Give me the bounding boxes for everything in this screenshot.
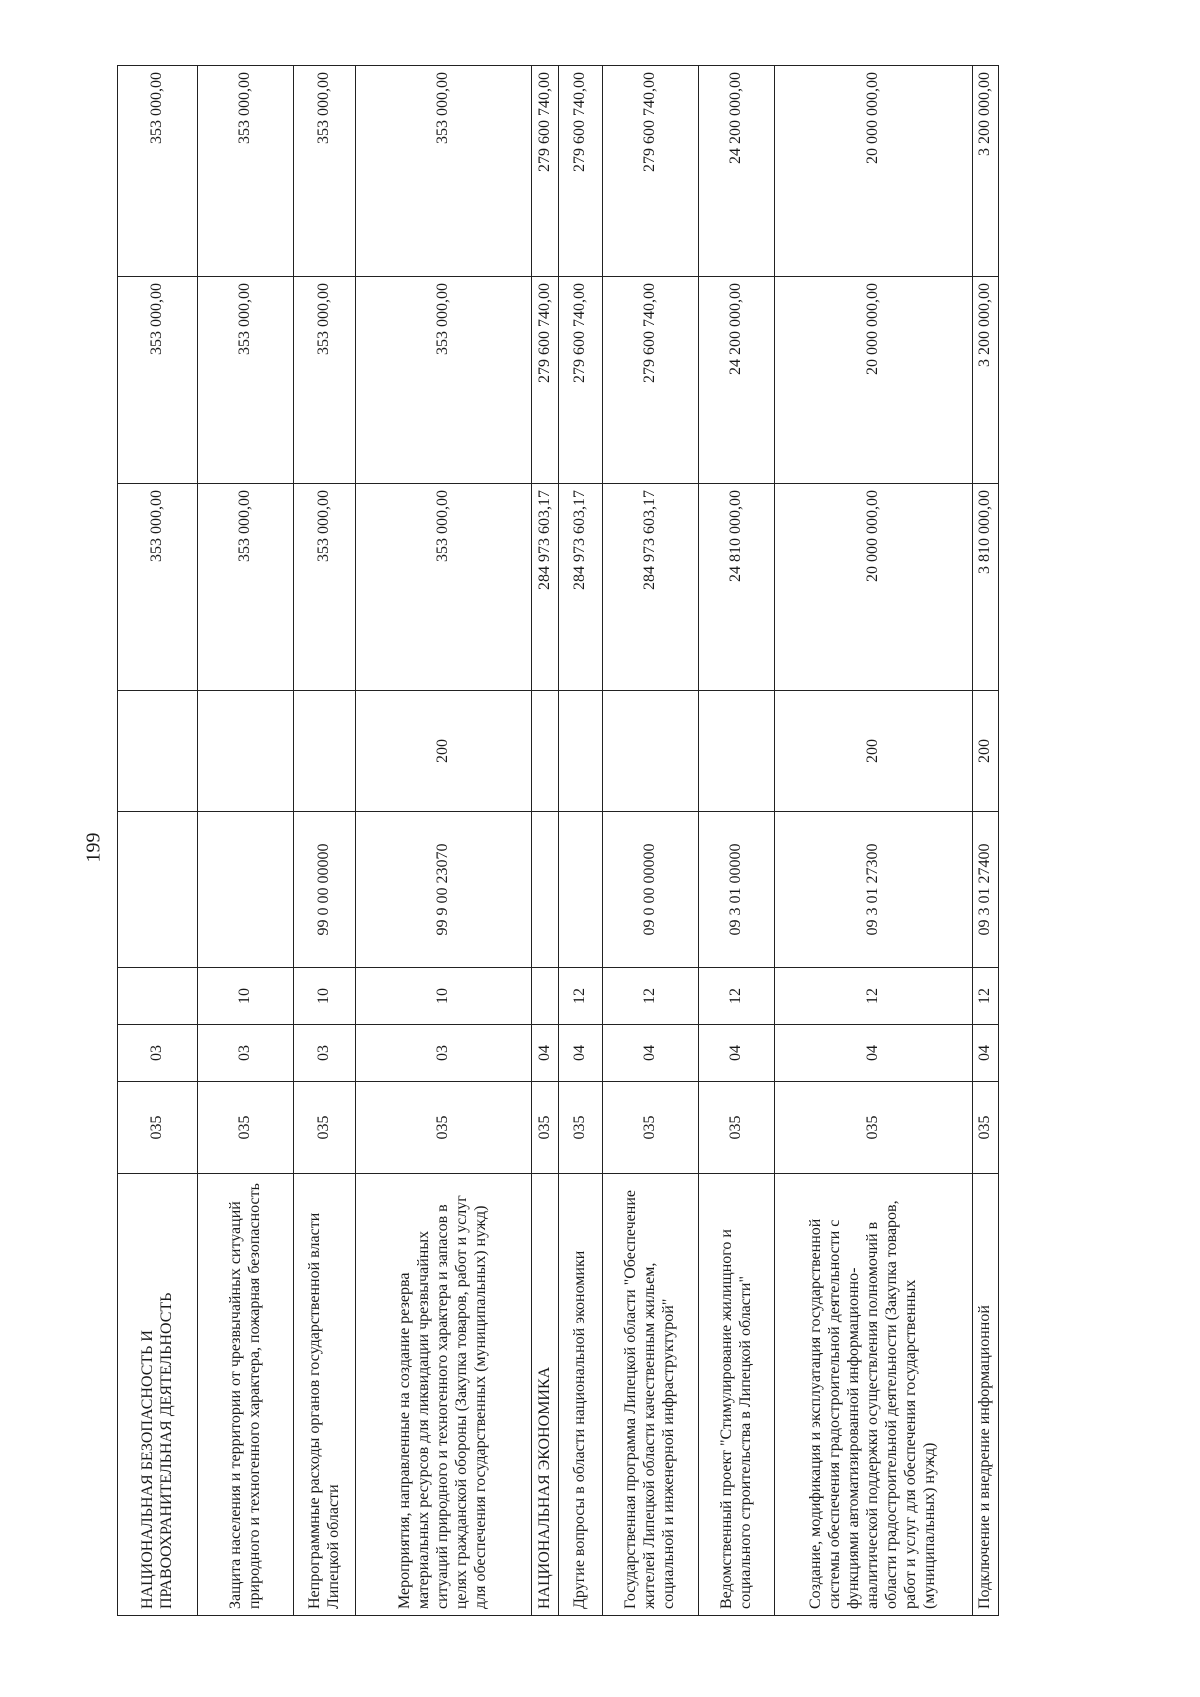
table-wrapper: [117, 66, 999, 1616]
table-row: [294, 66, 356, 1616]
row-name: Создание, модификация и эксплуатация государственной системы обеспечения градостроительной деятельности с функциями автоматизированной информационно-аналитической поддержки осуществления полномочий в области градостроительной деятельности (Закупка товаров, работ и услуг для обеспечения государственных (муниципальных) нужд): [775, 1174, 973, 1616]
razdel-code: 03: [198, 1025, 294, 1082]
razdel-code: 04: [699, 1025, 775, 1082]
grbs-code: 035: [973, 1082, 999, 1174]
expense-type: [294, 691, 356, 812]
target-article: [198, 812, 294, 968]
grbs-code: 035: [198, 1082, 294, 1174]
amount-year-1: 353 000,00: [198, 484, 294, 691]
podrazdel-code: [532, 968, 559, 1025]
podrazdel-code: 10: [294, 968, 356, 1025]
grbs-code: 035: [294, 1082, 356, 1174]
expense-type: [699, 691, 775, 812]
amount-year-3: 353 000,00: [356, 66, 532, 277]
amount-year-2: 353 000,00: [198, 277, 294, 484]
expense-type: 200: [775, 691, 973, 812]
amount-year-3: 20 000 000,00: [775, 66, 973, 277]
amount-year-2: 353 000,00: [294, 277, 356, 484]
table-row: [775, 66, 973, 1616]
amount-year-3: 24 200 000,00: [699, 66, 775, 277]
table-row: [699, 66, 775, 1616]
podrazdel-code: 12: [603, 968, 699, 1025]
amount-year-3: 353 000,00: [198, 66, 294, 277]
amount-year-3: 353 000,00: [294, 66, 356, 277]
table-row: [532, 66, 559, 1616]
amount-year-2: 20 000 000,00: [775, 277, 973, 484]
row-name: Другие вопросы в области национальной экономики: [559, 1174, 603, 1616]
podrazdel-code: 10: [356, 968, 532, 1025]
table-row: [603, 66, 699, 1616]
grbs-code: 035: [699, 1082, 775, 1174]
target-article: 09 3 01 27400: [973, 812, 999, 968]
amount-year-1: 284 973 603,17: [559, 484, 603, 691]
grbs-code: 035: [118, 1082, 198, 1174]
amount-year-3: 279 600 740,00: [559, 66, 603, 277]
table-row: [198, 66, 294, 1616]
expense-type: [603, 691, 699, 812]
podrazdel-code: 12: [699, 968, 775, 1025]
target-article: [118, 812, 198, 968]
page-number: 199: [82, 832, 105, 863]
amount-year-2: 279 600 740,00: [559, 277, 603, 484]
expense-type: [118, 691, 198, 812]
target-article: [532, 812, 559, 968]
amount-year-1: 284 973 603,17: [603, 484, 699, 691]
grbs-code: 035: [356, 1082, 532, 1174]
amount-year-3: 3 200 000,00: [973, 66, 999, 277]
row-name: Государственная программа Липецкой области "Обеспечение жителей Липецкой области качественным жильем, социальной и инженерной инфраструктурой": [603, 1174, 699, 1616]
podrazdel-code: [118, 968, 198, 1025]
amount-year-2: 353 000,00: [356, 277, 532, 484]
row-name: Мероприятия, направленные на создание резерва материальных ресурсов для ликвидации чрезвычайных ситуаций природного и техногенного характера и запасов в целях гражданской обороны (Закупка товаров, работ и услуг для обеспечения государственных (муниципальных) нужд): [356, 1174, 532, 1616]
podrazdel-code: 12: [775, 968, 973, 1025]
amount-year-2: 24 200 000,00: [699, 277, 775, 484]
podrazdel-code: 12: [973, 968, 999, 1025]
podrazdel-code: 10: [198, 968, 294, 1025]
amount-year-3: 279 600 740,00: [532, 66, 559, 277]
razdel-code: 03: [294, 1025, 356, 1082]
target-article: 09 0 00 00000: [603, 812, 699, 968]
grbs-code: 035: [559, 1082, 603, 1174]
razdel-code: 04: [973, 1025, 999, 1082]
amount-year-1: 353 000,00: [118, 484, 198, 691]
table-row: [973, 66, 999, 1616]
razdel-code: 03: [118, 1025, 198, 1082]
amount-year-1: 24 810 000,00: [699, 484, 775, 691]
table-row: [356, 66, 532, 1616]
amount-year-1: 284 973 603,17: [532, 484, 559, 691]
row-name: Непрограммные расходы органов государственной власти Липецкой области: [294, 1174, 356, 1616]
razdel-code: 04: [532, 1025, 559, 1082]
amount-year-1: 20 000 000,00: [775, 484, 973, 691]
amount-year-3: 353 000,00: [118, 66, 198, 277]
row-name: Ведомственный проект "Стимулирование жилищного и социального строительства в Липецкой области": [699, 1174, 775, 1616]
razdel-code: 04: [775, 1025, 973, 1082]
budget-table: [117, 65, 999, 1616]
amount-year-2: 279 600 740,00: [532, 277, 559, 484]
row-name: НАЦИОНАЛЬНАЯ БЕЗОПАСНОСТЬ И ПРАВООХРАНИТЕЛЬНАЯ ДЕЯТЕЛЬНОСТЬ: [118, 1174, 198, 1616]
target-article: 99 9 00 23070: [356, 812, 532, 968]
razdel-code: 04: [559, 1025, 603, 1082]
amount-year-1: 3 810 000,00: [973, 484, 999, 691]
row-name: НАЦИОНАЛЬНАЯ ЭКОНОМИКА: [532, 1174, 559, 1616]
table-row: [559, 66, 603, 1616]
amount-year-2: 3 200 000,00: [973, 277, 999, 484]
row-name: Подключение и внедрение информационной: [973, 1174, 999, 1616]
table-row: [118, 66, 198, 1616]
amount-year-2: 279 600 740,00: [603, 277, 699, 484]
target-article: 09 3 01 27300: [775, 812, 973, 968]
amount-year-3: 279 600 740,00: [603, 66, 699, 277]
target-article: 09 3 01 00000: [699, 812, 775, 968]
expense-type: [532, 691, 559, 812]
amount-year-1: 353 000,00: [294, 484, 356, 691]
razdel-code: 03: [356, 1025, 532, 1082]
expense-type: [559, 691, 603, 812]
expense-type: 200: [356, 691, 532, 812]
expense-type: [198, 691, 294, 812]
amount-year-2: 353 000,00: [118, 277, 198, 484]
target-article: 99 0 00 00000: [294, 812, 356, 968]
row-name: Защита населения и территории от чрезвычайных ситуаций природного и техногенного характера, пожарная безопасность: [198, 1174, 294, 1616]
target-article: [559, 812, 603, 968]
grbs-code: 035: [532, 1082, 559, 1174]
razdel-code: 04: [603, 1025, 699, 1082]
grbs-code: 035: [775, 1082, 973, 1174]
grbs-code: 035: [603, 1082, 699, 1174]
amount-year-1: 353 000,00: [356, 484, 532, 691]
expense-type: 200: [973, 691, 999, 812]
podrazdel-code: 12: [559, 968, 603, 1025]
